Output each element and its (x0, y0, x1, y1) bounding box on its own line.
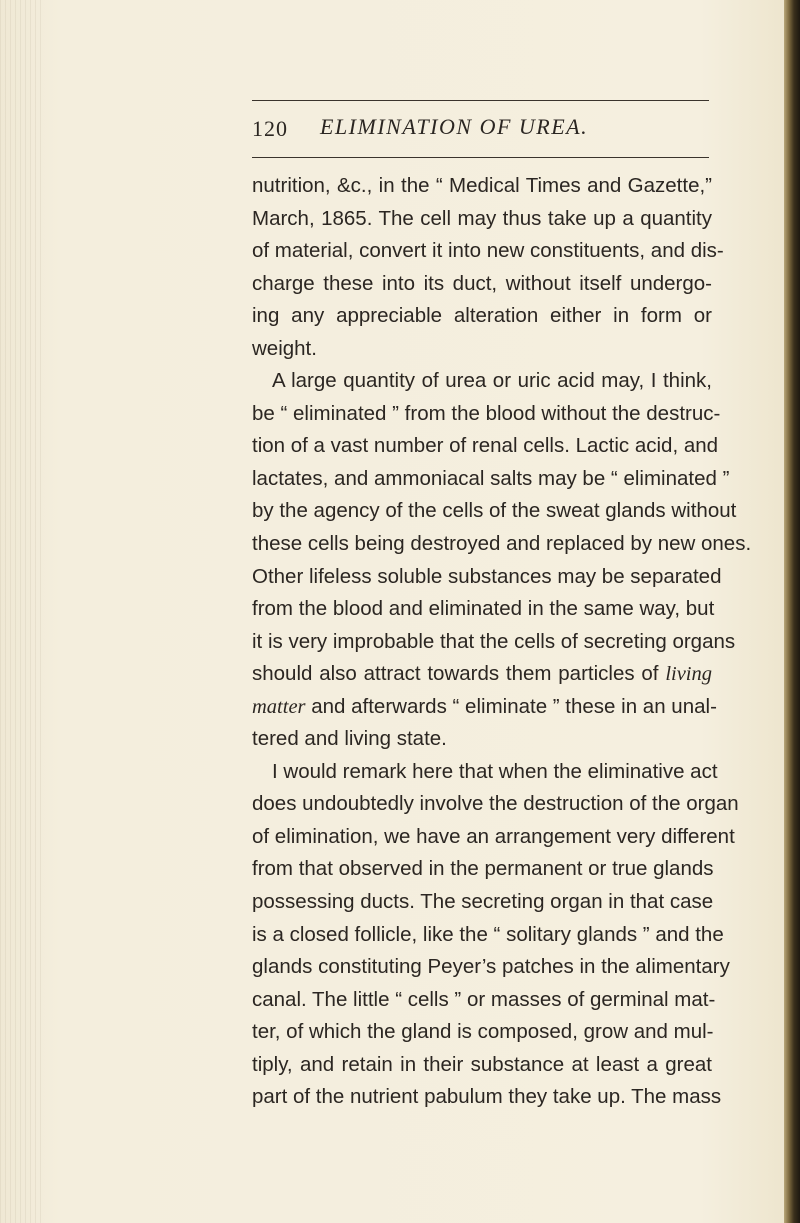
text-line: from the blood and eliminated in the same way, but (252, 597, 715, 621)
text-line: I would remark here that when the eliminative act (272, 759, 718, 783)
text-line: A large quantity of urea or uric acid may, I think, (272, 369, 712, 393)
text-line: matter and afterwards “ eliminate ” these in an unal- (252, 694, 717, 718)
italic-word: matter (252, 695, 306, 718)
text-line: possessing ducts. The secreting organ in that case (252, 890, 714, 914)
text-line: lactates, and ammoniacal salts may be “ eliminated ” (252, 466, 730, 490)
header-rule-top (252, 100, 709, 101)
text-line: tion of a vast number of renal cells. Lactic acid, and (252, 434, 719, 458)
text-line: should also attract towards them particles of living (252, 662, 712, 686)
text-line: ing any appreciable alteration either in form or (252, 304, 712, 328)
text-line: tiply, and retain in their substance at least a great (252, 1052, 712, 1076)
text-line: is a closed follicle, like the “ solitary glands ” and the (252, 922, 724, 946)
body-text (252, 170, 752, 1114)
text-line: glands constituting Peyer’s patches in the alimentary (252, 955, 730, 979)
text-line: part of the nutrient pabulum they take up. The mass (252, 1085, 722, 1109)
text-line: nutrition, &c., in the “ Medical Times and Gazette,” (252, 174, 712, 197)
text-line: by the agency of the cells of the sweat glands without (252, 499, 737, 523)
text-line: weight. (252, 336, 317, 360)
binding-edge-left (0, 0, 42, 1223)
text-line: Other lifeless soluble substances may be separated (252, 564, 722, 588)
text-line: these cells being destroyed and replaced by new ones. (252, 532, 752, 556)
running-title: ELIMINATION OF UREA. (320, 114, 589, 139)
text-line: does undoubtedly involve the destruction of the organ (252, 792, 739, 816)
italic-word: living (665, 663, 712, 686)
header-rule-bottom (252, 157, 709, 158)
text-line: it is very improbable that the cells of secreting organs (252, 629, 736, 653)
text-line: ter, of which the gland is composed, grow and mul- (252, 1020, 714, 1044)
page-number: 120 (252, 116, 288, 141)
text-line: from that observed in the permanent or true glands (252, 857, 714, 881)
text-line: of material, convert it into new constituents, and dis- (252, 239, 724, 263)
text-line: of elimination, we have an arrangement very different (252, 824, 735, 848)
binding-edge-right (784, 0, 800, 1223)
text-line: canal. The little “ cells ” or masses of germinal mat- (252, 987, 716, 1011)
text-line: tered and living state. (252, 727, 447, 751)
text-line: be “ eliminated ” from the blood without the destruc- (252, 401, 721, 425)
text-line: charge these into its duct, without itself undergo- (252, 271, 712, 295)
text-line: March, 1865. The cell may thus take up a quantity (252, 206, 712, 230)
